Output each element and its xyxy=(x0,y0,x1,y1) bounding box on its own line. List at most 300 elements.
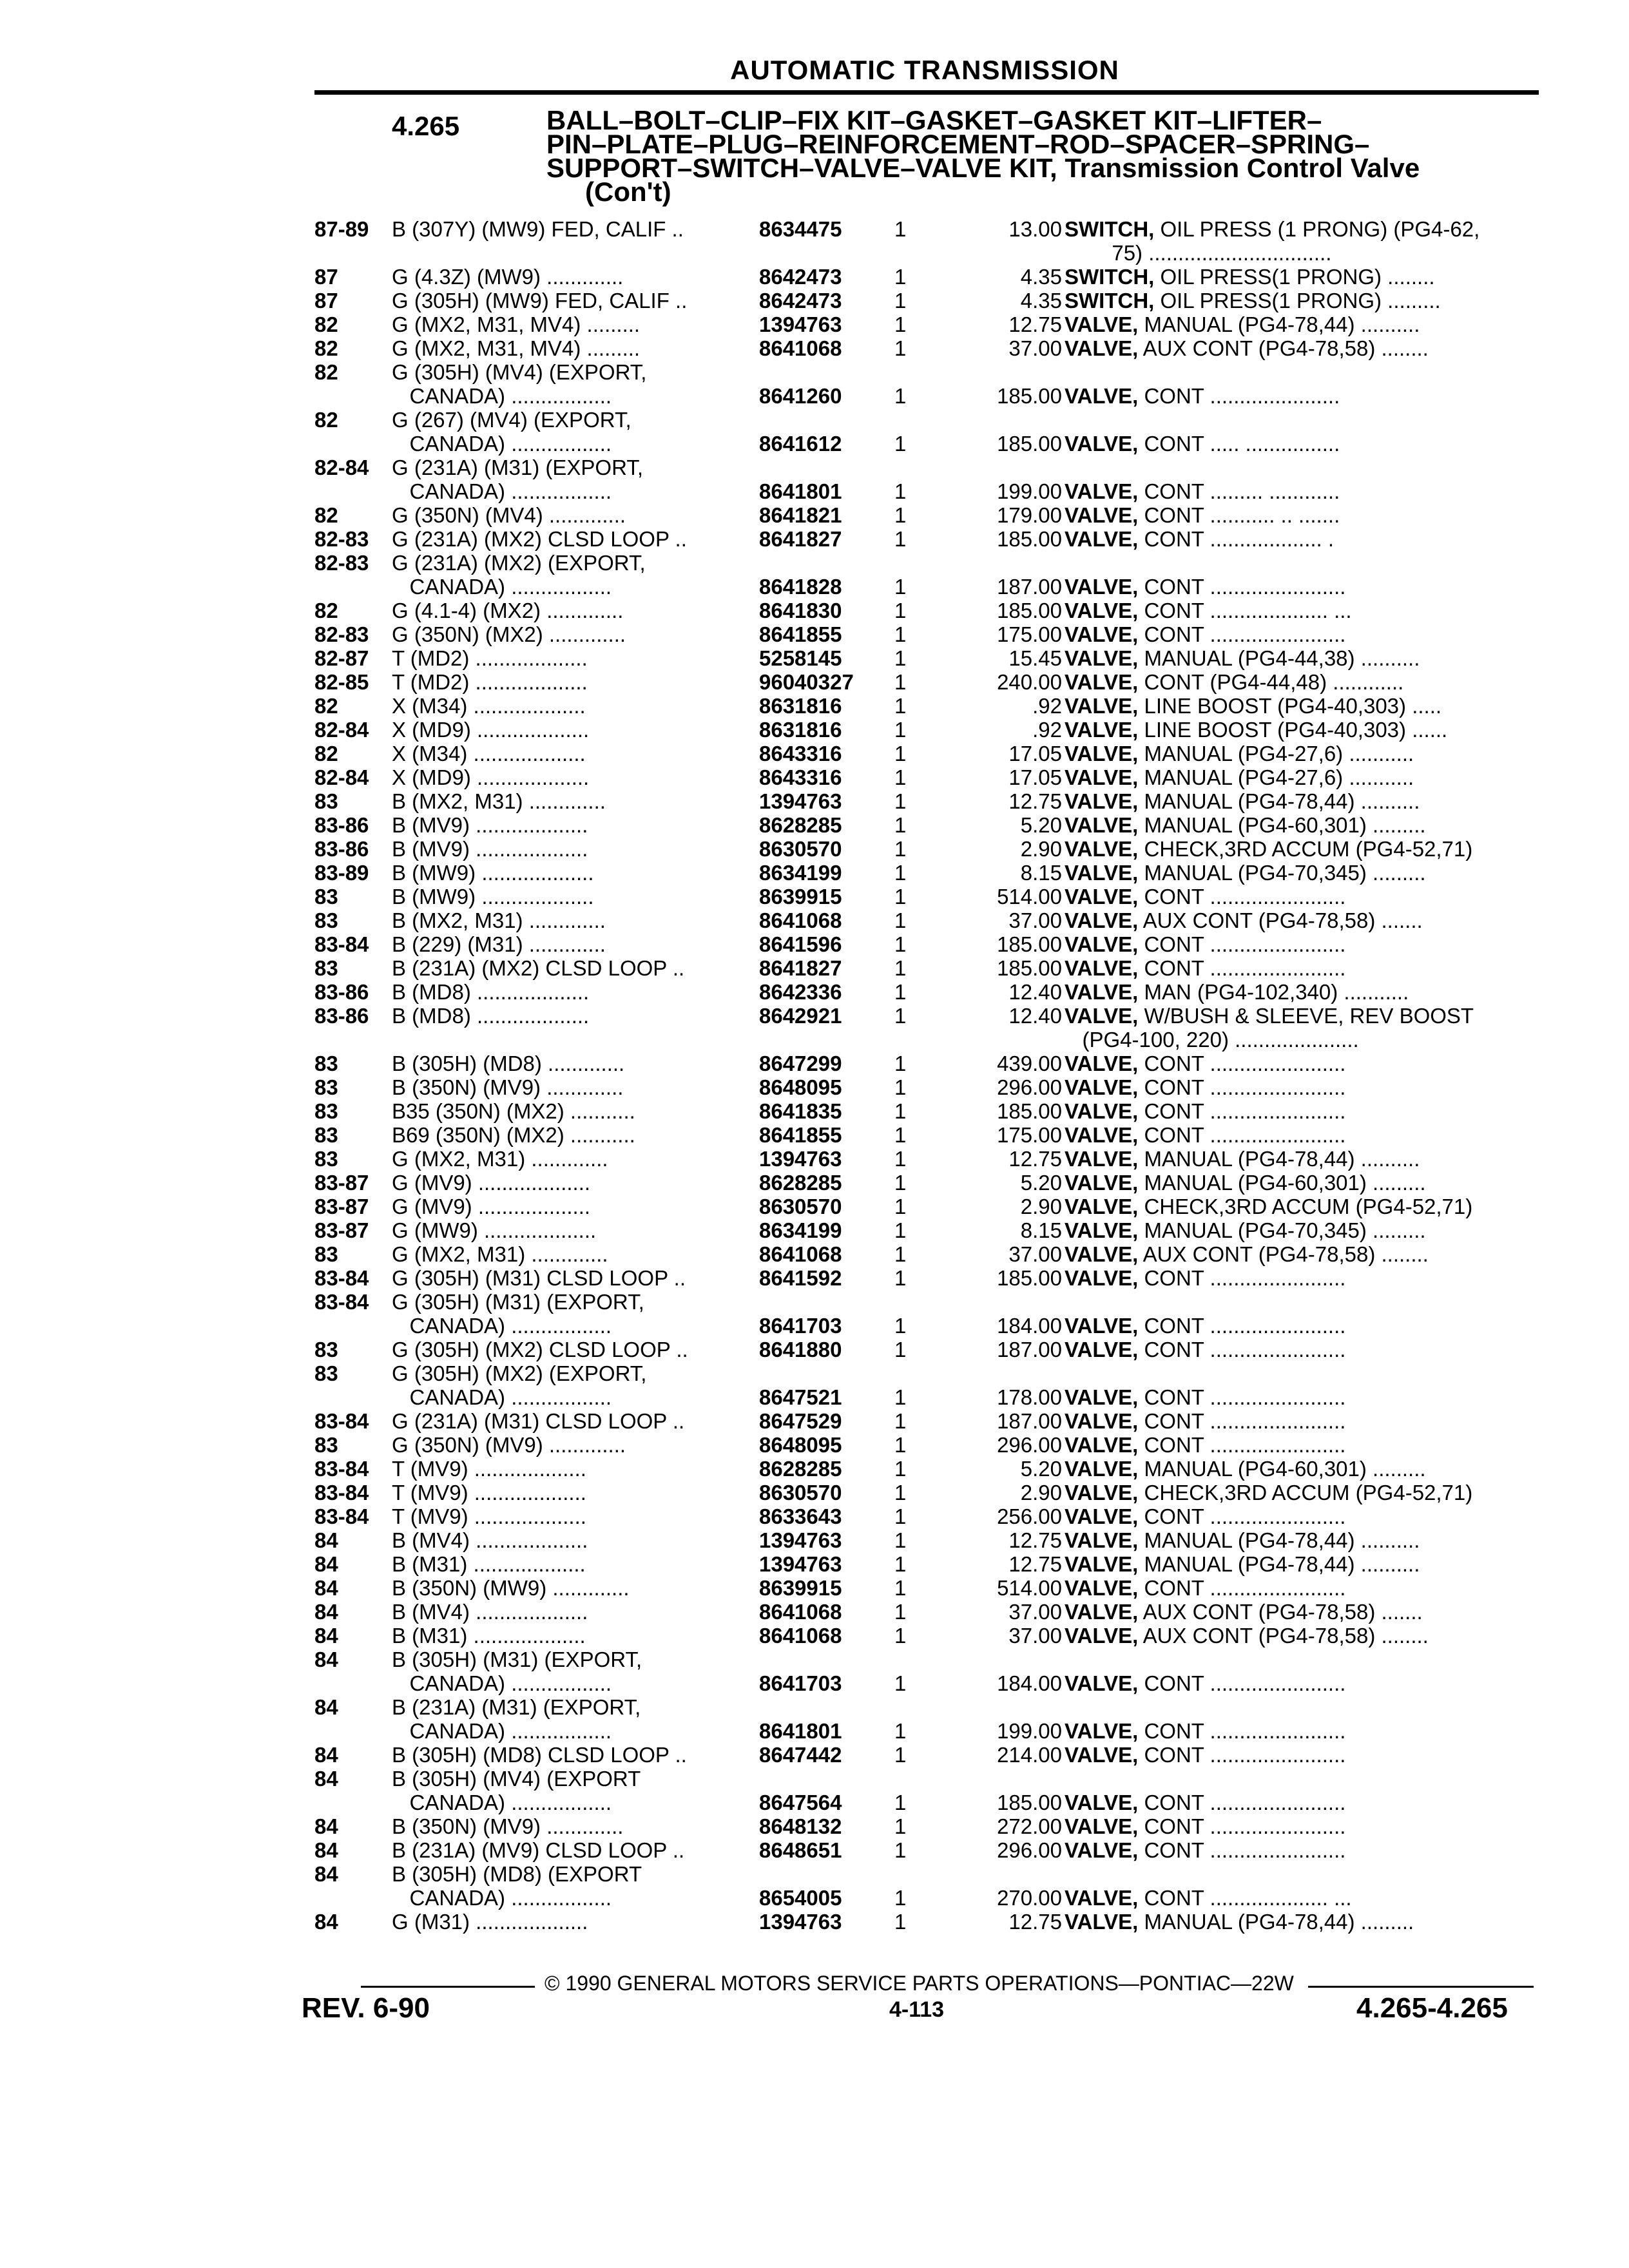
part-detail: OIL PRESS (1 PRONG) (PG4-62, xyxy=(1154,217,1480,241)
application: G (MV9) ................... xyxy=(392,1195,591,1218)
part-detail: CHECK,3RD ACCUM (PG4-52,71) xyxy=(1138,1481,1473,1504)
part-detail: MANUAL (PG4-78,44) .......... xyxy=(1138,789,1420,813)
part-detail: CONT ....................... xyxy=(1138,956,1346,980)
part-name: VALVE, xyxy=(1065,1195,1139,1218)
part-detail: OIL PRESS(1 PRONG) ........ xyxy=(1154,265,1435,289)
part-number: 8641855 xyxy=(759,1123,842,1147)
part-detail: CONT ................... . xyxy=(1138,527,1335,551)
part-name: VALVE, xyxy=(1065,1910,1139,1934)
header-rule xyxy=(314,90,1539,95)
quantity: 1 xyxy=(894,1719,907,1743)
model-years: 83 xyxy=(314,1361,338,1385)
part-detail: CONT ....................... xyxy=(1138,575,1346,599)
part-description xyxy=(1065,384,1535,408)
part-number: 8631816 xyxy=(759,694,842,718)
application: B (MW9) ................... xyxy=(392,885,594,908)
part-description xyxy=(1065,765,1535,789)
part-detail: CONT ....................... xyxy=(1138,885,1346,908)
part-detail: CONT ....................... xyxy=(1138,1671,1346,1695)
part-number: 8630570 xyxy=(759,1195,842,1218)
model-years: 83 xyxy=(314,956,338,980)
part-number: 8639915 xyxy=(759,885,842,908)
model-years: 82 xyxy=(314,312,338,336)
part-number: 8641068 xyxy=(759,1242,842,1266)
part-description xyxy=(1065,908,1535,932)
quantity: 1 xyxy=(894,1814,907,1838)
table-row xyxy=(314,789,1539,813)
part-number: 8641880 xyxy=(759,1338,842,1361)
part-detail: MANUAL (PG4-60,301) ......... xyxy=(1138,813,1426,837)
table-row xyxy=(314,456,1539,479)
model-years: 83-84 xyxy=(314,1290,369,1314)
price: 12.75 xyxy=(1008,312,1062,336)
quantity: 1 xyxy=(894,479,907,503)
model-years: 83-84 xyxy=(314,1409,369,1433)
price: 175.00 xyxy=(997,1123,1062,1147)
part-detail: AUX CONT (PG4-78,58) ........ xyxy=(1138,336,1429,360)
model-years: 83-87 xyxy=(314,1171,369,1195)
table-row xyxy=(314,622,1539,646)
table-row xyxy=(314,1910,1539,1934)
section-title xyxy=(546,105,1519,207)
model-years: 82-83 xyxy=(314,551,369,575)
application: B35 (350N) (MX2) ........... xyxy=(392,1099,635,1123)
table-row xyxy=(314,765,1539,789)
part-number: 8647529 xyxy=(759,1409,842,1433)
part-name: VALVE, xyxy=(1065,1075,1139,1099)
quantity: 1 xyxy=(894,599,907,622)
price: 185.00 xyxy=(997,527,1062,551)
price: 214.00 xyxy=(997,1743,1062,1767)
quantity: 1 xyxy=(894,1743,907,1767)
application: G (305H) (MW9) FED, CALIF .. xyxy=(392,289,688,312)
part-number: 8641801 xyxy=(759,1719,842,1743)
model-years: 82-84 xyxy=(314,456,369,479)
part-description xyxy=(1065,1409,1535,1433)
table-row xyxy=(314,1338,1539,1361)
application: T (MV9) ................... xyxy=(392,1481,586,1504)
quantity: 1 xyxy=(894,956,907,980)
price: 256.00 xyxy=(997,1504,1062,1528)
part-detail: 75) ............................... xyxy=(1065,241,1332,265)
application: B (229) (M31) ............. xyxy=(392,932,606,956)
price: 5.20 xyxy=(1020,1171,1062,1195)
footer-copyright: © 1990 GENERAL MOTORS SERVICE PARTS OPERATIONS—PONTIAC—22W xyxy=(545,1972,1294,1995)
table-row xyxy=(314,599,1539,622)
part-name: VALVE, xyxy=(1065,1171,1139,1195)
table-row xyxy=(314,575,1539,599)
quantity: 1 xyxy=(894,765,907,789)
application: CANADA) ................. xyxy=(392,1886,612,1910)
table-row xyxy=(314,1576,1539,1600)
price: 296.00 xyxy=(997,1075,1062,1099)
model-years: 83 xyxy=(314,1123,338,1147)
part-number: 8647521 xyxy=(759,1385,842,1409)
price: 185.00 xyxy=(997,1099,1062,1123)
application: T (MD2) ................... xyxy=(392,670,588,694)
model-years: 83-89 xyxy=(314,861,369,885)
model-years: 82-85 xyxy=(314,670,369,694)
part-number: 8630570 xyxy=(759,837,842,861)
part-name: SWITCH, xyxy=(1065,265,1155,289)
quantity: 1 xyxy=(894,1481,907,1504)
table-row xyxy=(314,956,1539,980)
part-description xyxy=(1065,1099,1535,1123)
part-detail: MANUAL (PG4-78,44) .......... xyxy=(1138,1528,1420,1552)
part-number: 8628285 xyxy=(759,1457,842,1481)
application: B (M31) ................... xyxy=(392,1552,586,1576)
price: 199.00 xyxy=(997,479,1062,503)
quantity: 1 xyxy=(894,742,907,765)
part-number: 96040327 xyxy=(759,670,854,694)
model-years: 83 xyxy=(314,1147,338,1171)
table-row xyxy=(314,1075,1539,1099)
part-name: VALVE, xyxy=(1065,932,1139,956)
table-row xyxy=(314,551,1539,575)
price: 15.45 xyxy=(1008,646,1062,670)
part-number: 8641835 xyxy=(759,1099,842,1123)
model-years: 82 xyxy=(314,694,338,718)
price: 8.15 xyxy=(1020,1218,1062,1242)
application: B (350N) (MW9) ............. xyxy=(392,1576,630,1600)
quantity: 1 xyxy=(894,908,907,932)
quantity: 1 xyxy=(894,718,907,742)
application: G (231A) (MX2) CLSD LOOP .. xyxy=(392,527,687,551)
model-years: 84 xyxy=(314,1862,338,1886)
part-name: VALVE, xyxy=(1065,1814,1139,1838)
application: B (307Y) (MW9) FED, CALIF .. xyxy=(392,217,684,241)
part-detail: AUX CONT (PG4-78,58) ....... xyxy=(1138,1600,1423,1624)
part-number: 8634199 xyxy=(759,861,842,885)
part-number: 8633643 xyxy=(759,1504,842,1528)
part-name: VALVE, xyxy=(1065,312,1139,336)
part-name: VALVE, xyxy=(1065,1004,1139,1028)
part-name: VALVE, xyxy=(1065,1600,1139,1624)
part-name: VALVE, xyxy=(1065,885,1139,908)
table-row xyxy=(314,479,1539,503)
price: 4.35 xyxy=(1020,289,1062,312)
part-detail: CONT ......... ............ xyxy=(1138,479,1340,503)
model-years: 82 xyxy=(314,742,338,765)
part-number: 8641827 xyxy=(759,956,842,980)
price: 179.00 xyxy=(997,503,1062,527)
application: G (350N) (MX2) ............. xyxy=(392,622,626,646)
part-description xyxy=(1065,622,1535,646)
table-row xyxy=(314,1624,1539,1648)
quantity: 1 xyxy=(894,1528,907,1552)
part-name: VALVE, xyxy=(1065,742,1139,765)
application: G (305H) (MX2) (EXPORT, xyxy=(392,1361,647,1385)
quantity: 1 xyxy=(894,622,907,646)
model-years: 83 xyxy=(314,908,338,932)
table-row xyxy=(314,360,1539,384)
price: .92 xyxy=(1032,718,1062,742)
model-years: 83-87 xyxy=(314,1195,369,1218)
part-number: 8641828 xyxy=(759,575,842,599)
application: B (MD8) ................... xyxy=(392,1004,590,1028)
quantity: 1 xyxy=(894,1099,907,1123)
application: B (MX2, M31) ............. xyxy=(392,908,606,932)
quantity: 1 xyxy=(894,885,907,908)
table-row xyxy=(314,1552,1539,1576)
application: G (231A) (M31) CLSD LOOP .. xyxy=(392,1409,685,1433)
application: T (MV9) ................... xyxy=(392,1504,586,1528)
application: G (MX2, M31, MV4) ......... xyxy=(392,312,641,336)
model-years: 87 xyxy=(314,289,338,312)
part-name: VALVE, xyxy=(1065,599,1139,622)
application: G (350N) (MV4) ............. xyxy=(392,503,626,527)
part-detail: MANUAL (PG4-70,345) ......... xyxy=(1138,861,1426,885)
application: B (305H) (MD8) CLSD LOOP .. xyxy=(392,1743,687,1767)
model-years: 83-84 xyxy=(314,932,369,956)
part-name: VALVE, xyxy=(1065,1123,1139,1147)
model-years: 84 xyxy=(314,1743,338,1767)
model-years: 82-84 xyxy=(314,718,369,742)
table-row xyxy=(314,1433,1539,1457)
part-detail: CONT ....................... xyxy=(1138,1743,1346,1767)
table-row xyxy=(314,861,1539,885)
part-description xyxy=(1065,718,1535,742)
quantity: 1 xyxy=(894,1838,907,1862)
part-name: VALVE, xyxy=(1065,908,1139,932)
part-description xyxy=(1065,1147,1535,1171)
model-years: 82 xyxy=(314,503,338,527)
application: G (MX2, M31) ............. xyxy=(392,1242,608,1266)
part-number: 8648132 xyxy=(759,1814,842,1838)
footer-section-ref: 4.265-4.265 xyxy=(1356,1992,1508,2024)
quantity: 1 xyxy=(894,1433,907,1457)
price: 185.00 xyxy=(997,384,1062,408)
table-row xyxy=(314,289,1539,312)
part-description xyxy=(1065,885,1535,908)
part-detail: CHECK,3RD ACCUM (PG4-52,71) xyxy=(1138,1195,1473,1218)
part-name: VALVE, xyxy=(1065,861,1139,885)
quantity: 1 xyxy=(894,694,907,718)
part-number: 8648651 xyxy=(759,1838,842,1862)
price: 184.00 xyxy=(997,1314,1062,1338)
parts-table xyxy=(314,217,1539,1934)
quantity: 1 xyxy=(894,1409,907,1433)
part-detail: CONT ....................... xyxy=(1138,1719,1346,1743)
application: B (MD8) ................... xyxy=(392,980,590,1004)
footer-rule-left xyxy=(361,1986,535,1988)
part-name: VALVE, xyxy=(1065,670,1139,694)
price: 12.75 xyxy=(1008,1910,1062,1934)
table-row xyxy=(314,837,1539,861)
part-detail: CONT .................... ... xyxy=(1138,599,1352,622)
model-years: 83-84 xyxy=(314,1266,369,1290)
table-row xyxy=(314,1385,1539,1409)
part-detail: MAN (PG4-102,340) ........... xyxy=(1138,980,1409,1004)
price: 37.00 xyxy=(1008,336,1062,360)
application: B69 (350N) (MX2) ........... xyxy=(392,1123,635,1147)
part-description xyxy=(1065,1314,1535,1338)
part-name: VALVE, xyxy=(1065,1624,1139,1648)
table-row xyxy=(314,718,1539,742)
part-description xyxy=(1065,1433,1535,1457)
part-name: VALVE, xyxy=(1065,1218,1139,1242)
part-number: 8641068 xyxy=(759,1600,842,1624)
quantity: 1 xyxy=(894,670,907,694)
table-row xyxy=(314,813,1539,837)
part-name: VALVE, xyxy=(1065,1338,1139,1361)
table-row xyxy=(314,1290,1539,1314)
price: 185.00 xyxy=(997,1266,1062,1290)
part-description xyxy=(1065,1552,1535,1576)
part-detail: CHECK,3RD ACCUM (PG4-52,71) xyxy=(1138,837,1473,861)
part-description xyxy=(1065,932,1535,956)
part-number: 8642473 xyxy=(759,289,842,312)
quantity: 1 xyxy=(894,1504,907,1528)
part-number: 8628285 xyxy=(759,1171,842,1195)
part-number: 1394763 xyxy=(759,1552,842,1576)
part-description xyxy=(1065,1910,1535,1934)
part-detail: (PG4-100, 220) ..................... xyxy=(1065,1028,1359,1052)
price: 240.00 xyxy=(997,670,1062,694)
part-name: VALVE, xyxy=(1065,432,1139,456)
application: B (350N) (MV9) ............. xyxy=(392,1075,624,1099)
table-row xyxy=(314,1528,1539,1552)
price: 185.00 xyxy=(997,432,1062,456)
part-number: 8641068 xyxy=(759,336,842,360)
model-years: 83 xyxy=(314,1099,338,1123)
part-name: VALVE, xyxy=(1065,1719,1139,1743)
part-description xyxy=(1065,1028,1535,1052)
table-row xyxy=(314,1862,1539,1886)
part-number: 8641801 xyxy=(759,479,842,503)
part-description xyxy=(1065,1504,1535,1528)
model-years: 82 xyxy=(314,599,338,622)
part-detail: CONT ........... .. ....... xyxy=(1138,503,1340,527)
part-description xyxy=(1065,1075,1535,1099)
part-description xyxy=(1065,1576,1535,1600)
application: G (231A) (M31) (EXPORT, xyxy=(392,456,643,479)
price: 5.20 xyxy=(1020,1457,1062,1481)
price: 5.20 xyxy=(1020,813,1062,837)
model-years: 83-84 xyxy=(314,1457,369,1481)
part-description xyxy=(1065,599,1535,622)
part-detail: AUX CONT (PG4-78,58) ....... xyxy=(1138,908,1423,932)
part-name: VALVE, xyxy=(1065,1481,1139,1504)
footer-page-number: 4-113 xyxy=(889,1997,945,2022)
price: 175.00 xyxy=(997,622,1062,646)
model-years: 82 xyxy=(314,408,338,432)
price: 514.00 xyxy=(997,885,1062,908)
part-detail: MANUAL (PG4-78,44) .......... xyxy=(1138,1147,1420,1171)
model-years: 84 xyxy=(314,1910,338,1934)
part-description xyxy=(1065,1814,1535,1838)
quantity: 1 xyxy=(894,1218,907,1242)
model-years: 84 xyxy=(314,1600,338,1624)
application: B (MV9) ................... xyxy=(392,837,588,861)
price: 2.90 xyxy=(1020,837,1062,861)
application: B (MW9) ................... xyxy=(392,861,594,885)
part-number: 8641855 xyxy=(759,622,842,646)
part-description xyxy=(1065,861,1535,885)
quantity: 1 xyxy=(894,861,907,885)
price: 12.75 xyxy=(1008,1552,1062,1576)
part-detail: CONT ....................... xyxy=(1138,932,1346,956)
quantity: 1 xyxy=(894,1671,907,1695)
table-row xyxy=(314,1004,1539,1028)
application: B (231A) (M31) (EXPORT, xyxy=(392,1695,641,1719)
price: 37.00 xyxy=(1008,1624,1062,1648)
part-detail: AUX CONT (PG4-78,58) ........ xyxy=(1138,1242,1429,1266)
table-row xyxy=(314,1218,1539,1242)
model-years: 83-86 xyxy=(314,813,369,837)
part-detail: CONT ....................... xyxy=(1138,1838,1346,1862)
part-description xyxy=(1065,241,1535,265)
quantity: 1 xyxy=(894,980,907,1004)
application: B (305H) (MV4) (EXPORT xyxy=(392,1767,641,1791)
application: B (305H) (MD8) ............. xyxy=(392,1052,625,1075)
part-description xyxy=(1065,1624,1535,1648)
table-row xyxy=(314,1719,1539,1743)
table-row xyxy=(314,336,1539,360)
model-years: 82-83 xyxy=(314,527,369,551)
model-years: 82-83 xyxy=(314,622,369,646)
table-row xyxy=(314,265,1539,289)
quantity: 1 xyxy=(894,1600,907,1624)
part-description xyxy=(1065,1218,1535,1242)
part-number: 1394763 xyxy=(759,1528,842,1552)
part-name: VALVE, xyxy=(1065,1504,1139,1528)
part-name: VALVE, xyxy=(1065,1409,1139,1433)
part-description xyxy=(1065,527,1535,551)
part-detail: CONT ....................... xyxy=(1138,1314,1346,1338)
table-row xyxy=(314,1648,1539,1671)
application: G (305H) (M31) CLSD LOOP .. xyxy=(392,1266,686,1290)
table-row xyxy=(314,1099,1539,1123)
table-row xyxy=(314,1052,1539,1075)
table-row xyxy=(314,217,1539,241)
section-title-line: PIN–PLATE–PLUG–REINFORCEMENT–ROD–SPACER–SPRING– xyxy=(546,129,1370,159)
table-row xyxy=(314,908,1539,932)
part-detail: CONT .................... ... xyxy=(1138,1886,1352,1910)
application: G (MV9) ................... xyxy=(392,1171,591,1195)
model-years: 83-86 xyxy=(314,1004,369,1028)
quantity: 1 xyxy=(894,1052,907,1075)
table-row xyxy=(314,1242,1539,1266)
part-number: 8628285 xyxy=(759,813,842,837)
quantity: 1 xyxy=(894,312,907,336)
part-name: VALVE, xyxy=(1065,1266,1139,1290)
part-detail: MANUAL (PG4-27,6) ........... xyxy=(1138,742,1414,765)
part-name: VALVE, xyxy=(1065,479,1139,503)
part-description xyxy=(1065,1123,1535,1147)
application: CANADA) ................. xyxy=(392,479,612,503)
part-name: VALVE, xyxy=(1065,1791,1139,1814)
application: B (M31) ................... xyxy=(392,1624,586,1648)
price: 12.75 xyxy=(1008,1147,1062,1171)
price: 185.00 xyxy=(997,599,1062,622)
model-years: 83 xyxy=(314,1075,338,1099)
table-row xyxy=(314,408,1539,432)
part-number: 8641592 xyxy=(759,1266,842,1290)
quantity: 1 xyxy=(894,384,907,408)
model-years: 84 xyxy=(314,1838,338,1862)
part-number: 8642336 xyxy=(759,980,842,1004)
application: CANADA) ................. xyxy=(392,384,612,408)
application: X (M34) ................... xyxy=(392,742,586,765)
model-years: 83 xyxy=(314,1242,338,1266)
part-detail: CONT ....................... xyxy=(1138,1075,1346,1099)
table-row xyxy=(314,885,1539,908)
part-number: 8647442 xyxy=(759,1743,842,1767)
part-detail: AUX CONT (PG4-78,58) ........ xyxy=(1138,1624,1429,1648)
part-description xyxy=(1065,1719,1535,1743)
price: 4.35 xyxy=(1020,265,1062,289)
